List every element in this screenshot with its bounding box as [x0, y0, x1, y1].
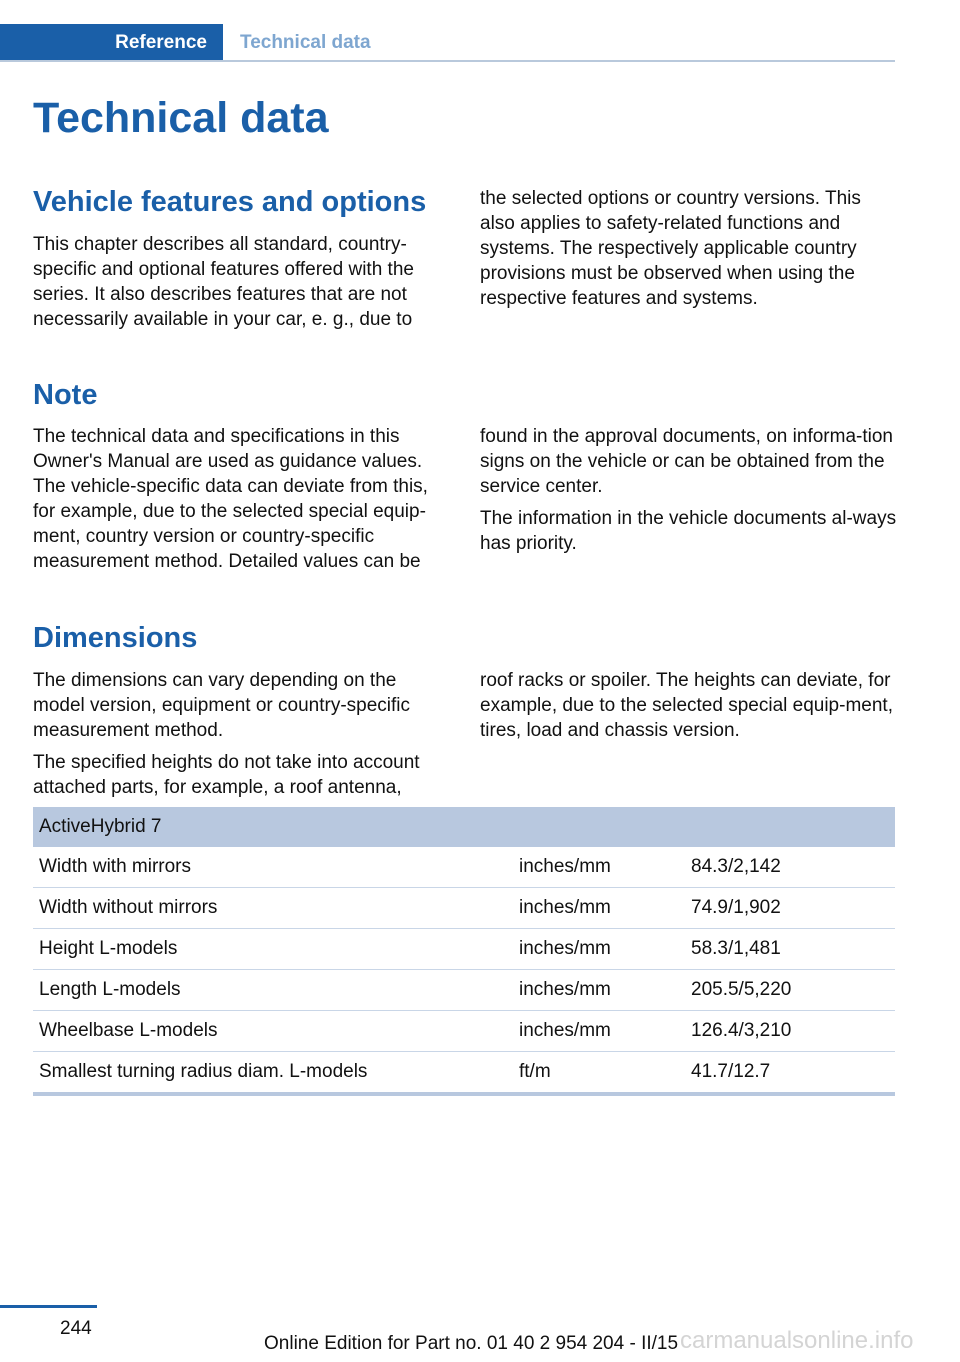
dimension-value: 74.9/1,902 [691, 897, 781, 918]
table-row [33, 888, 895, 929]
dimension-value: 84.3/2,142 [691, 856, 781, 877]
section-heading-note: Note [33, 379, 98, 411]
dimension-unit: inches/mm [519, 897, 611, 918]
dimension-unit: inches/mm [519, 1020, 611, 1041]
dimension-unit: inches/mm [519, 979, 611, 1000]
dimension-value: 41.7/12.7 [691, 1061, 771, 1082]
table-row [33, 1011, 895, 1052]
paragraph: found in the approval documents, on informa-tion signs on the vehicle or can be obtained from the service center. [480, 426, 893, 497]
edition-footer: Online Edition for Part no. 01 40 2 954 204 - II/15 [264, 1333, 679, 1354]
note-left-column [33, 424, 451, 581]
dimension-value: 126.4/3,210 [691, 1020, 792, 1041]
dimension-label: Width without mirrors [39, 897, 218, 918]
dimension-unit: inches/mm [519, 856, 611, 877]
note-right-column [480, 424, 900, 563]
paragraph: The dimensions can vary depending on the model version, equipment or country-specific measurement method. [33, 670, 411, 741]
page-number-rule [0, 1305, 97, 1308]
dimensions-left-column [33, 668, 451, 807]
paragraph: the selected options or country versions. This also applies to safety-related functions and systems. The respectively applicable country provisions must be observed when using the respective features and systems. [480, 188, 861, 309]
table-row [33, 1052, 895, 1095]
dimension-unit: inches/mm [519, 938, 611, 959]
table-title: ActiveHybrid 7 [33, 807, 895, 847]
paragraph: The specified heights do not take into account attached parts, for example, a roof antenna, [33, 752, 420, 798]
section-heading-dimensions: Dimensions [33, 622, 198, 654]
paragraph: The information in the vehicle documents al-ways has priority. [480, 508, 897, 554]
dimensions-right-column [480, 668, 900, 750]
page-title: Technical data [33, 94, 329, 142]
paragraph: roof racks or spoiler. The heights can deviate, for example, due to the selected special equip-ment, tires, load and chassis version. [480, 670, 893, 741]
dimension-label: Width with mirrors [39, 856, 192, 877]
section-heading-features: Vehicle features and options [33, 186, 427, 218]
table-row [33, 929, 895, 970]
dimensions-table [33, 807, 895, 1096]
dimension-value: 205.5/5,220 [691, 979, 792, 1000]
table-row [33, 847, 895, 888]
watermark: carmanualsonline.info [680, 1327, 914, 1354]
dimension-label: Height L-models [39, 938, 178, 959]
tab-technical-data[interactable]: Technical data [240, 32, 371, 53]
paragraph: This chapter describes all standard, country-specific and optional features offered with the series. It also describes features that are not necessarily available in your car, e. g., due to [33, 234, 414, 330]
header-divider [0, 60, 895, 62]
page-number: 244 [60, 1318, 92, 1339]
dimension-unit: ft/m [519, 1061, 551, 1082]
dimension-value: 58.3/1,481 [691, 938, 781, 959]
table-header-row [33, 807, 895, 847]
dimension-label: Smallest turning radius diam. L-models [39, 1061, 368, 1082]
dimension-label: Wheelbase L-models [39, 1020, 218, 1041]
tab-reference[interactable]: Reference [0, 24, 223, 62]
features-right-column [480, 186, 900, 318]
dimension-label: Length L-models [39, 979, 181, 1000]
features-left-column [33, 232, 451, 339]
paragraph: The technical data and specifications in this Owner's Manual are used as guidance values. The vehicle-specific data can deviate from this, for example, due to the selected special equip-ment, country version or country-specific measurement method. Detailed values can be [33, 426, 428, 572]
header-bar [0, 24, 895, 62]
table-row [33, 970, 895, 1011]
